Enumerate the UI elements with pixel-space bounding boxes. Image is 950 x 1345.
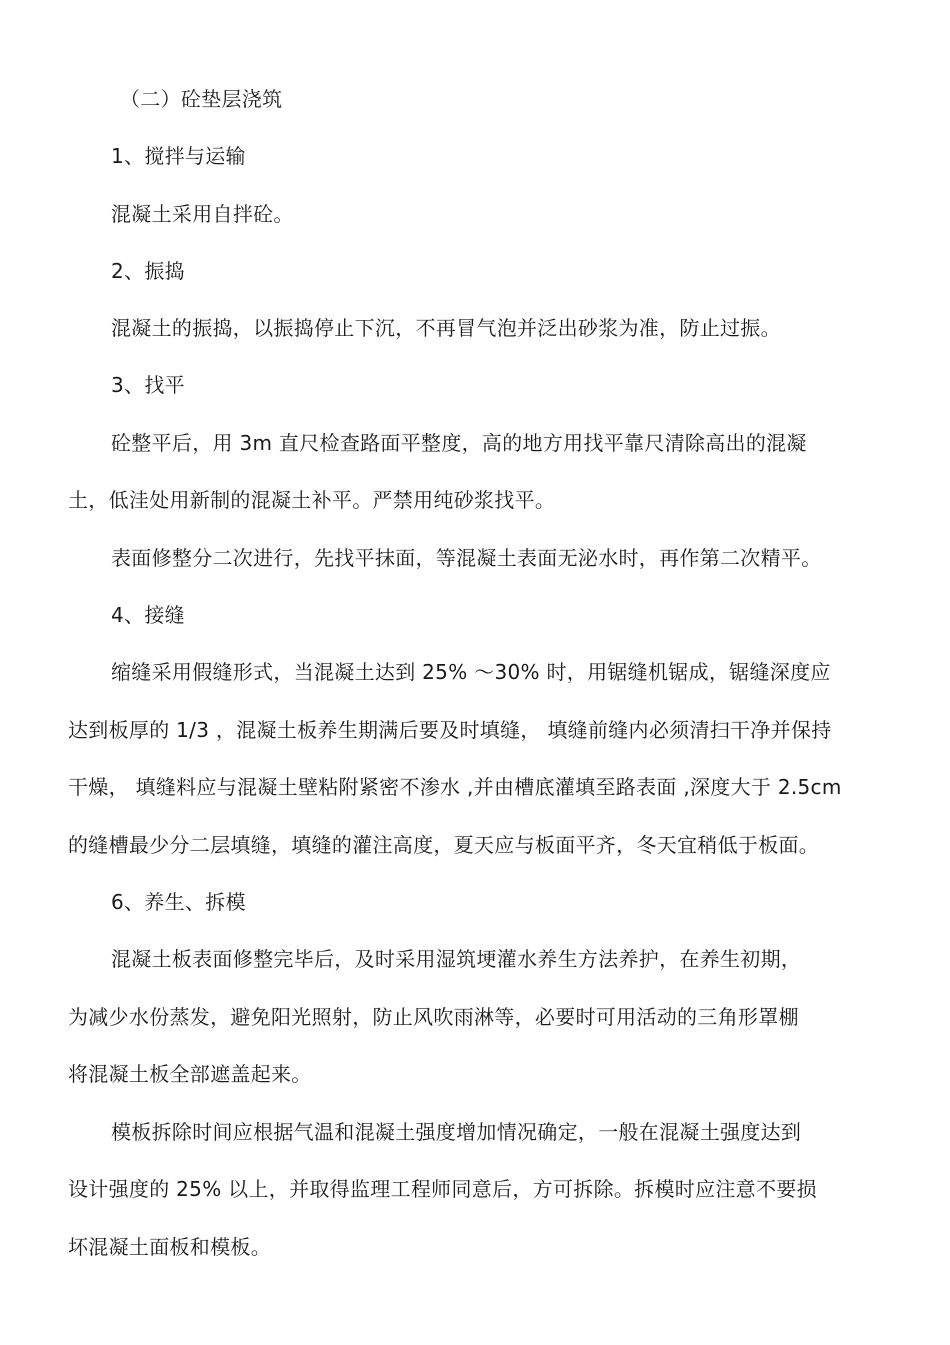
subheading-leveling: 3、找平 [111,373,185,397]
section-title: （二）砼垫层浇筑 [120,87,283,111]
paragraph-line: 砼整平后，用 3m 直尺检查路面平整度，高的地方用找平靠尺清除高出的混凝 [111,431,807,455]
paragraph-line: 坏混凝土面板和模板。 [68,1235,271,1259]
paragraph-line: 将混凝土板全部遮盖起来。 [68,1062,312,1086]
paragraph-line: 缩缝采用假缝形式，当混凝土达到 25% ～30% 时，用锯缝机锯成，锯缝深度应 [111,660,831,684]
paragraph-line: 混凝土板表面修整完毕后，及时采用湿筑埂灌水养生方法养护，在养生初期， [111,947,802,971]
paragraph-line: 为减少水份蒸发，避免阳光照射，防止风吹雨淋等，必要时可用活动的三角形罩棚 [68,1005,799,1029]
paragraph-line: 设计强度的 25% 以上，并取得监理工程师同意后，方可拆除。拆模时应注意不要损 [68,1177,817,1201]
subheading-joints: 4、接缝 [111,603,185,627]
paragraph-line: 模板拆除时间应根据气温和混凝土强度增加情况确定，一般在混凝土强度达到 [111,1120,802,1144]
paragraph-line: 表面修整分二次进行，先找平抹面，等混凝土表面无泌水时，再作第二次精平。 [111,546,822,570]
paragraph-line: 的缝槽最少分二层填缝，填缝的灌注高度，夏天应与板面平齐，冬天宜稍低于板面。 [68,833,820,857]
paragraph-line: 混凝土的振捣，以振捣停止下沉，不再冒气泡并泛出砂浆为准，防止过振。 [111,316,781,340]
subheading-mixing: 1、搅拌与运输 [111,144,246,168]
subheading-vibrating: 2、振捣 [111,259,185,283]
subheading-curing: 6、养生、拆模 [111,890,246,914]
paragraph-line: 达到板厚的 1/3 ，混凝土板养生期满后要及时填缝， 填缝前缝内必须清扫干净并保持 [68,718,832,742]
paragraph-line: 干燥， 填缝料应与混凝土壁粘附紧密不渗水 ,并由槽底灌填至路表面 ,深度大于 2.5cm [68,775,842,799]
paragraph-line: 土，低洼处用新制的混凝土补平。严禁用纯砂浆找平。 [68,488,556,512]
paragraph-line: 混凝土采用自拌砼。 [111,202,294,226]
